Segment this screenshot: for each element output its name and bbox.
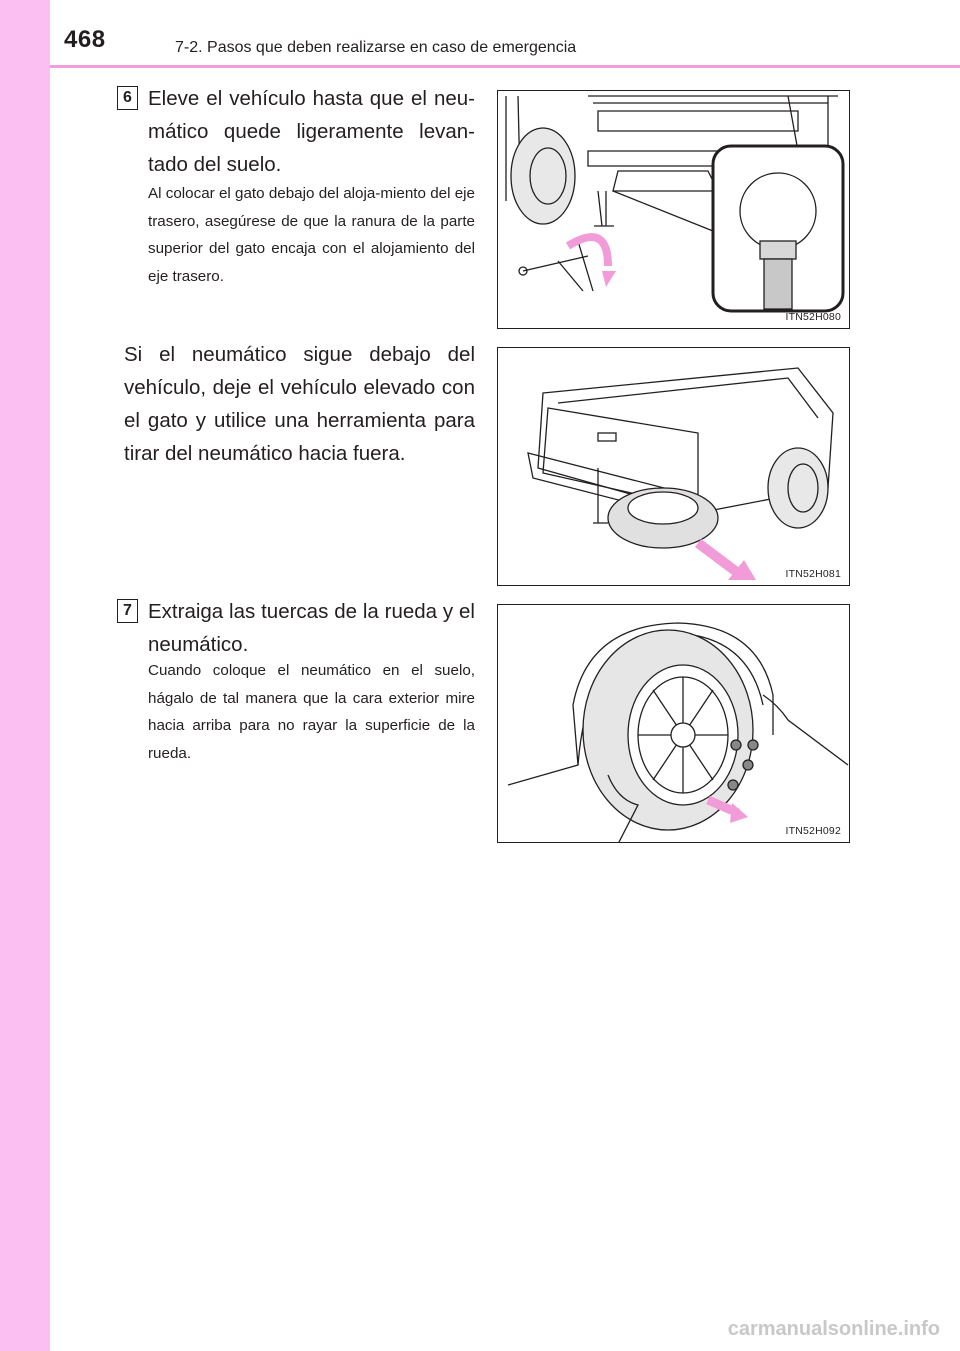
step-7-title: Extraiga las tuercas de la rueda y el neumático. bbox=[148, 600, 475, 656]
page-number: 468 bbox=[64, 26, 106, 53]
figure-code: ITN52H092 bbox=[785, 825, 841, 837]
figure-code: ITN52H081 bbox=[785, 568, 841, 580]
pull-tire-paragraph: Si el neumático sigue debajo del vehículo, deje el vehículo elevado con el gato y utilice una herramienta para tirar del neumático hacia fuera. bbox=[124, 343, 475, 465]
figure-jack-under-axle bbox=[497, 90, 850, 329]
jack-under-axle-illustration bbox=[498, 91, 850, 329]
step-6-badge: 6 bbox=[117, 86, 138, 110]
chapter-sidebar bbox=[0, 0, 50, 1351]
figure-spare-tire bbox=[497, 347, 850, 586]
step-7-badge: 7 bbox=[117, 599, 138, 623]
spare-tire-pull-out-illustration bbox=[498, 348, 850, 586]
step-6-note: Al colocar el gato debajo del aloja-miento del eje trasero, asegúrese de que la ranura de la parte superior del gato encaja con el alojamiento del eje trasero. bbox=[148, 185, 475, 285]
step-7-note: Cuando coloque el neumático en el suelo, hágalo de tal manera que la cara exterior mire hacia arriba para no rayar la superficie de la rueda. bbox=[148, 662, 475, 762]
figure-code: ITN52H080 bbox=[785, 311, 841, 323]
step-6-title: Eleve el vehículo hasta que el neu-mático quede ligeramente levan-tado del suelo. bbox=[148, 87, 475, 176]
wheel-removal-illustration bbox=[498, 605, 850, 843]
watermark: carmanualsonline.info bbox=[727, 1318, 940, 1340]
section-title: 7-2. Pasos que deben realizarse en caso de emergencia bbox=[175, 39, 577, 56]
header-rule bbox=[50, 65, 960, 68]
figure-wheel-removal bbox=[497, 604, 850, 843]
